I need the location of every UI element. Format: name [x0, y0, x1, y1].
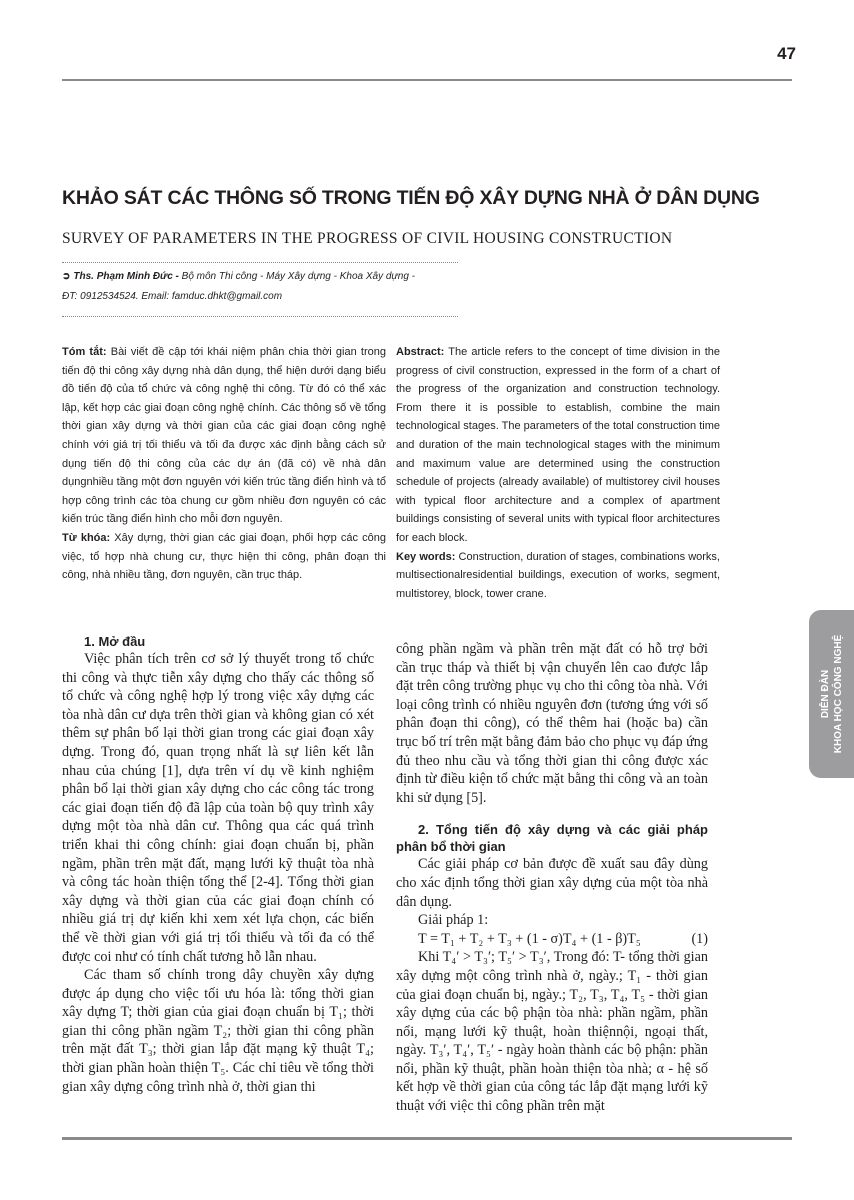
- author-divider-bottom: [62, 316, 458, 317]
- paragraph-5: Giải pháp 1:: [418, 912, 489, 929]
- paragraph-6: Khi T₄′ > T₃′; T₅′ > T₃′, Trong đó: T- tổng thời gian xây dựng một công trình nhà ở, ngày.; T₁ - thời gian của giai đoạn chuẩn bị, ngày.; T₂, T₃, T₄, T₅ - thời gian xây dựng của các bộ phận tòa nhà: phần ngầm, phần nổi, mạng lưới kỹ thuật, hoàn thiệnnội, ngoại thất, ngày. T₃′, T₄′, T₅′ - ngày hoàn thành các bộ phận: phần nổi, phần kỹ thuật, phần hoàn thiện tòa nhà; α - hệ số kết hợp về thời gian của công tác lắp đặt mạng lưới kỹ thuật với việc thi công phần trên mặt: [396, 949, 708, 1115]
- author-block: [62, 267, 462, 307]
- author-affiliation: Bộ môn Thi công - Máy Xây dựng - Khoa Xây dựng -: [178, 271, 415, 282]
- equation-1-formula: T = T₁ + T₂ + T₃ + (1 - σ)T₄ + (1 - β)T₅: [418, 930, 641, 947]
- page-number: 47: [777, 44, 796, 63]
- paragraph-1: Việc phân tích trên cơ sở lý thuyết trong tổ chức thi công và thực tiễn xây dựng cho thấy các thông số tổ chức và công nghệ hợp lý trong việc xây dựng các tòa nhà dân cư dựa trên thời gian và không gian có xét thêm sự phân bổ lại thời gian trong các giai đoạn xây dựng. Trong đó, quan trọng nhất là sự liên kết lẫn nhau của chúng [1], dựa trên ví dụ về kinh nghiệm phân bổ lại thời gian xây dựng cho các công tác trong các giai đoạn tiến độ đã lập của toàn bộ quy trình xây dựng một tòa nhà dân cư. Thông qua các quá trình triển khai thi công chính: giai đoạn chuẩn bị, phần ngầm, phần trên mặt đất, mạng lưới kỹ thuật tòa nhà và công tác hoàn thiện tổng thể [2-4]. Tổng thời gian xây dựng và thời gian của các giai đoạn chính có nhiều giá trị dự kiến khi xem xét lựa chọn, các biến thể về thời gian với giá trị tối thiểu và tối đa có thể được coi như có tính chất tương hỗ lẫn nhau.: [62, 651, 374, 965]
- paragraph-2: Các tham số chính trong dây chuyền xây dựng được áp dụng cho việc tối ưu hóa là: tổng thời gian xây dựng T; thời gian của giai đoạn chuẩn bị T₁; thời gian thi công phần ngầm T₂; thời gian thi công phần trên mặt đất T₃; thời gian lắp đặt mạng kỹ thuật T₄; thời gian phần hoàn thiện T₅. Các chỉ tiêu về tổng thời gian xây dựng công trình nhà ở, thời gian thi: [62, 967, 374, 1095]
- abstract-en-body: The article refers to the concept of time division in the progress of civil construction, expressed in the form of a chart of the progress of the organization and construction technology. From there it is possible to establish, combine the main technological stages. The parameters of the total construction time and duration of the main technological stages with the minimum and maximum value are determined using the construction schedule of projects (already available) of multistorey civil houses with typical floor architecture and a complex of apartment buildings consisting of several units with typical floor architectures for each block.: [396, 346, 720, 544]
- author-line: [62, 267, 462, 287]
- arrow-icon: ➲: [62, 271, 71, 282]
- author-divider-top: [62, 262, 458, 263]
- abstract-vn-label: Tóm tắt:: [62, 346, 107, 358]
- body-column-left: [62, 633, 374, 1096]
- section-1-heading: 1. Mở đầu: [84, 634, 146, 649]
- keywords-vn: [62, 529, 386, 585]
- author-contact: ĐT: 0912534524. Email: famduc.dhkt@gmail.com: [62, 291, 283, 302]
- abstract-en-label: Abstract:: [396, 346, 445, 358]
- section-2-heading: 2. Tổng tiến độ xây dựng và các giải pháp phân bổ thời gian: [396, 822, 708, 855]
- keywords-vn-label: Từ khóa:: [62, 531, 111, 544]
- body-column-right: [396, 640, 708, 1116]
- author-name: Ths. Phạm Minh Đức -: [73, 271, 179, 282]
- equation-1: [396, 930, 708, 949]
- header-rule: [62, 79, 792, 81]
- keywords-vn-body: Xây dựng, thời gian các giai đoạn, phối hợp các công việc, tổ hợp nhà chung cư, thực hiện thi công, phân đoạn thi công, nhà nhiều tầng, đơn nguyên, cần trục tháp.: [62, 531, 387, 582]
- footer-rule: [62, 1137, 792, 1140]
- abstract-english: [396, 343, 720, 603]
- keywords-en-label: Key words:: [396, 550, 456, 563]
- abstract-en-text: [396, 343, 720, 548]
- article-title: KHẢO SÁT CÁC THÔNG SỐ TRONG TIẾN ĐỘ XÂY DỰNG NHÀ Ở DÂN DỤNG: [62, 187, 760, 209]
- paragraph-3: công phần ngầm và phần trên mặt đất có hỗ trợ bởi cần trục tháp và thiết bị vận chuyển lên cao được lắp đặt trên công trường phục vụ cho thi công tòa nhà. Với loại công trình có nhiều nguyên đơn (tương ứng với số phân đoạn thi công), có thể thêm hai (hoặc ba) cần trục bố trí trên mặt bằng đảm bảo cho phục vụ đáp ứng đủ theo nhu cầu và tổng thời gian thi công được xác định từ điều kiện tổ chức mặt bằng thi công và an toàn khi sử dụng [5].: [396, 641, 708, 806]
- equation-1-number: (1): [691, 930, 708, 947]
- abstract-vn-text: [62, 343, 386, 529]
- side-tab-label: [819, 635, 845, 754]
- article-subtitle: SURVEY OF PARAMETERS IN THE PROGRESS OF CIVIL HOUSING CONSTRUCTION: [62, 230, 673, 247]
- side-tab-line-1: DIỄN ĐÀN: [819, 669, 831, 719]
- keywords-en-body: Construction, duration of stages, combinations works, multisectionalresidential buildings, execution of works, segment, multistorey, block, tower crane.: [396, 550, 720, 600]
- abstract-vn-body: Bài viết đề cập tới khái niệm phân chia thời gian trong tiến độ thi công xây dựng nhà dân dụng, thể hiện dưới dạng biểu đồ tiến độ của tổ chức và công nghệ thi công. Từ đó có thể xác lập, kết hợp các giai đoạn công nghệ chính. Các thông số về tổng thời gian xây dựng và thời gian của các giai đoạn công nghệ chính với giá trị tối thiểu và tối đa được xác định bằng cách sử dụng tiến độ thi công của các dự án (đã có) về nhà dân dụngnhiều tầng một đơn nguyên với kiến trúc tầng điển hình và tổ hợp công trình các tòa chung cư gồm nhiều đơn nguyên có các kiến trúc tầng điển hình cho mỗi đơn nguyên.: [62, 346, 386, 526]
- abstract-vietnamese: [62, 343, 386, 585]
- keywords-en: [396, 548, 720, 604]
- paragraph-4: Các giải pháp cơ bản được đề xuất sau đây dùng cho xác định tổng thời gian xây dựng của một tòa nhà dân dụng.: [396, 856, 708, 910]
- section-side-tab: [809, 610, 854, 778]
- side-tab-line-2: KHOA HỌC CÔNG NGHỆ: [832, 634, 844, 754]
